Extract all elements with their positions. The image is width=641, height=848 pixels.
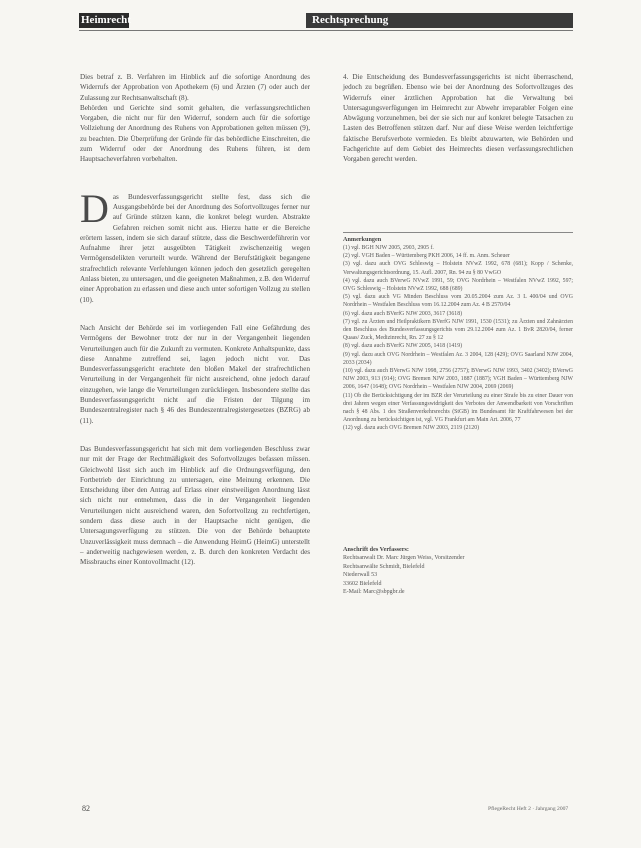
footnote: (3) vgl. dazu auch OVG Schleswig – Holstein NVwZ 1992, 678 (681); Kopp / Schenke, Verwaltungsgerichtsordnung, 15. Aufl. 2007, Rn. 94 zu § 80 VwGO bbox=[343, 261, 573, 276]
left-paragraph-1: Dies betraf z. B. Verfahren im Hinblick auf die sofortige Anordnung des Widerrufs der Approbation von Apothekern (6) und Ärzten (7) oder auch der Zulassung zur Rechtsanwaltschaft (8). bbox=[80, 73, 310, 102]
header-section-heimrecht: Heimrecht bbox=[81, 14, 131, 26]
footnotes-section bbox=[343, 232, 573, 433]
left-paragraph-2: Behörden und Gerichte sind somit gehalten, die verfassungsrechtlichen Vorgaben, die nicht nur für den Widerruf, sondern auch für die sofortige Vollziehung der Anordnung des Ruhens von Approbationen gelten müssen (9), zu beachten. Die Überprüfung der Gründe für das behördliche Einschreiten, die zum Widerruf oder der Anordnung des Ruhens führen, ist dem Hauptsacheverfahren vorbehalten. bbox=[80, 103, 310, 164]
footnote: (9) vgl. dazu auch OVG Nordrhein – Westfalen Az. 3 2004, 128 (429); OVG Saarland NJW 2004, 2033 (2034) bbox=[343, 351, 573, 366]
author-line: 33602 Bielefeld bbox=[343, 580, 382, 587]
header-rule bbox=[79, 30, 573, 31]
footnote: (1) vgl. BGH NJW 2005, 2903, 2905 f. bbox=[343, 245, 434, 251]
footnote: (11) Ob die Berücksichtigung der im BZR der Verurteilung zu einer Strafe bis zu einer Dauer von drei Jahren wegen einer Verfassungswidrigkeit des Verbotes der Anwendbarkeit von Vorschriften nach § 48 Abs. 1 des Straßenverkehrsrechts (StGB) im Bundesamt für Kraftfahrwesen bei der Anordnung zu berücksichtigen ist, vgl. VG Frankfurt am Main Art. 2006, 77 bbox=[343, 392, 573, 424]
left-paragraph-4: Nach Ansicht der Behörde sei im vorliegenden Fall eine Gefährdung des Vermögens der Bewohner trotz der nur in der Vergangenheit liegenden Verurteilungen auch für die Zukunft zu vermuten. Konkrete Anhaltspunkte, dass diese Annahme zutreffend sei, lagen jedoch nicht vor. Das Bundesverfassungsgericht erachtete den bloßen Makel der strafrechtlichen Verurteilung in der Vergangenheit für nicht ausreichend, ohne jedoch darauf einzugehen, wie lange die Verurteilungen zurückliegen. Insbesondere stellte das Bundesverfassungsgericht nicht auf die Fristen der Tilgung im Bundeszentralregister nach § 46 des Bundeszentralregistergesetzes (BZRG) ab (11). bbox=[80, 323, 310, 425]
journal-source: PflegeRecht Heft 2 · Jahrgang 2007 bbox=[488, 806, 569, 812]
author-line: Rechtsanwalt Dr. Marc Jürgen Weiss, Vorsitzender bbox=[343, 555, 465, 561]
author-line: Niederwall 53 bbox=[343, 572, 378, 579]
footnote: (12) vgl. dazu auch OVG Bremen NJW 2003, 2119 (2120) bbox=[343, 425, 480, 432]
footnote: (8) vgl. dazu auch BVerfG NJW 2005, 1418 (1419) bbox=[343, 343, 463, 350]
footnote: (10) vgl. dazu auch BVerwG NJW 1998, 2756 (2757); BVerwG NJW 1993, 3402 (3402); BVerwG NJW 2003, 913 (914); OVG Bremen NJW 2003, 1887 (1887); VGH Baden – Württemberg NJW 2006, 1647 (1648); OVG Nordrhein – Westfalen NJW 2004, 2069 (2069) bbox=[343, 368, 573, 391]
footnote: (4) vgl. dazu auch BVerwG NVwZ 1991, 59; OVG Nordrhein – Westfalen NVwZ 1992, 597; OVG Schleswig – Holstein NVwZ 1992, 688 (689) bbox=[343, 277, 573, 293]
left-column bbox=[80, 72, 310, 567]
footnote: (6) vgl. dazu auch BVerfG NJW 2003, 3617 (3618) bbox=[343, 310, 463, 317]
author-line: Rechtsanwälte Schmidt, Bielefeld bbox=[343, 563, 425, 570]
drop-cap: D bbox=[80, 185, 109, 231]
author-address-title: Anschrift des Verfassers: bbox=[343, 546, 409, 553]
right-paragraph-1: 4. Die Entscheidung des Bundesverfassungsgerichts ist nicht überraschend, jedoch zu begrüßen. Ebenso wie bei der Anordnung des Sofortvollzuges des Widerrufs einer ärztlichen Approbation hat die Verwaltung bei Untersagungsverfügungen im Heimrecht zur Abwehr irreparabler Folgen eine Abwägung vorzunehmen, bei der sie sich nur auf konkret belegte Tatsachen zu Lasten des Betroffenen stützen darf. Nur auf diese Weise werden leichtfertige faktische Berufsverbote vermieden. Es bleibt abzuwarten, wie Behörden und Fachgerichte auf dem Gebiet des Heimrechts diesen verfassungsrechtlichen Vorgaben gerecht werden. bbox=[343, 73, 573, 164]
footnote: (5) vgl. dazu auch VG Minden Beschluss vom 20.05.2004 zum Az. 3 L 400/04 und OVG Nordrhein – Westfalen Beschluss vom 16.12.2004 zum Az. 4 B 2570/04 bbox=[343, 294, 573, 309]
footnote: (2) vgl. VGH Baden – Württemberg PKH 2006, 14 ff. m. Anm. Scheuer bbox=[343, 253, 510, 260]
left-paragraph-3-text: as Bundesverfassungsgericht stellte fest, dass sich die Ausgangsbehörde bei der Anordnung des Sofortvollzuges ferner nur auf Gründe stützen kann, die konkret belegt wurden. Abstrakte Gefahren reichen somit nicht aus. Hierzu hatte er die Bereiche erörtern lassen, indem sie sich darauf stützte, dass die Beschwerdeführerin vor Aufnahme ihrer jetzt ausgeübten Tätigkeit zwischenzeitig wegen Vermögensdelikten verurteilt wurde. Während der Berufstätigkeit begangene strafrechtlich relevante Verfehlungen können jedoch den gesetzlich geregelten Anlass bieten, zu untersagen, und die geeigneten Maßnahmen, z.B. den Widerruf einer Approbation zu erlassen und diese auch unter sofortigen Vollzug zu stellen (10). bbox=[80, 192, 310, 304]
author-email: E-Mail: Marc@sbpgbr.de bbox=[343, 589, 405, 596]
left-paragraph-5: Das Bundesverfassungsgericht hat sich mit dem vorliegenden Beschluss zwar nur mit der Frage der Rechtmäßigkeit des Sofortvollzuges befassen müssen. Gleichwohl lässt sich auch im Hinblick auf die Ordnungsverfügung, den Fortbetrieb der Einrichtung zu untersagen, eine Meinung erkennen. Die Entscheidung über den Antrag auf Erlass einer einstweiligen Anordnung lässt sich nicht nur entnehmen, dass die in der Vergangenheit liegenden Verurteilungen nicht ausreichend waren, den Sofortvollzug zu rechtfertigen, sondern dass diese auch in der Hauptsache nicht genügen, die Untersagungsverfügung zu stützen. Die von der Behörde behauptete Unzuverlässigkeit muss demnach – die Anwendung HeimG (HeimG) unterstellt – anderweitig nachgewiesen werden, z. B. durch den konkreten Verdacht des Missbrauchs einer Kontovollmacht (12). bbox=[80, 444, 310, 567]
right-column bbox=[343, 72, 573, 165]
footnote: (7) vgl. zu Ärzten und Heilpraktikern BVerfG NJW 1991, 1530 (1531); zu Ärzten und Zahnärzten den Beschluss des Bundesverfassungsgerichts vom 29.12.2004 zum Az. 1 BvR 2820/04, ferner Quaas/ Zuck, Medizinrecht, Rn. 27 zu § 12 bbox=[343, 318, 573, 342]
author-address bbox=[343, 545, 573, 597]
header-section-rechtsprechung: Rechtsprechung bbox=[312, 14, 389, 26]
left-paragraph-3 bbox=[80, 185, 310, 305]
page-number: 82 bbox=[82, 804, 90, 813]
footnotes-title: Anmerkungen bbox=[343, 232, 573, 244]
